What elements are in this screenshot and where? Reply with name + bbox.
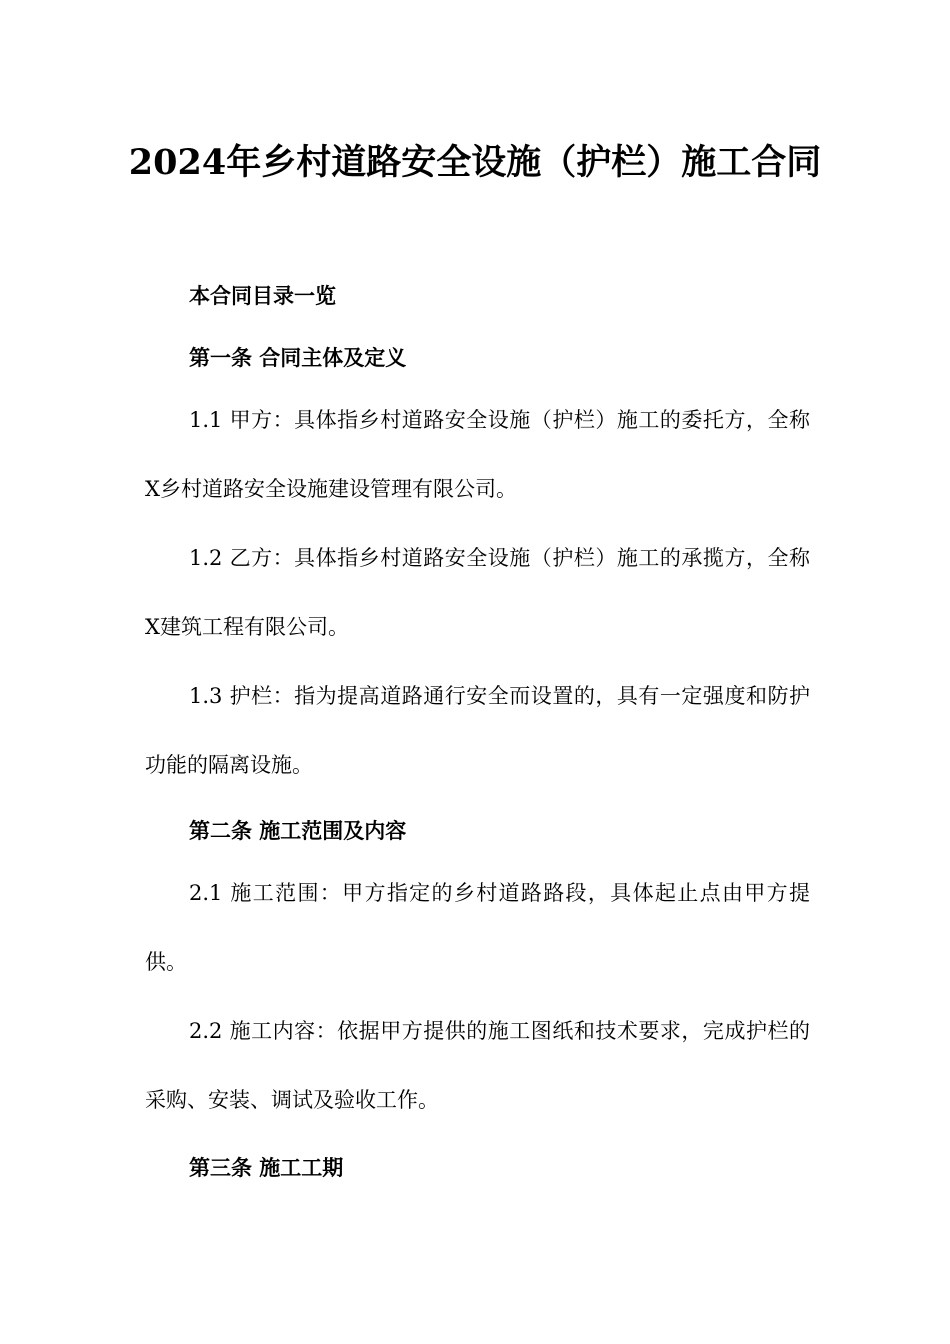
clause-1-1: 1.1 甲方：具体指乡村道路安全设施（护栏）施工的委托方，全称X乡村道路安全设施建设管理有限公司。 (145, 408, 810, 501)
toc-heading: 本合同目录一览 (189, 284, 336, 308)
clause-2-1: 2.1 施工范围：甲方指定的乡村道路路段，具体起止点由甲方提供。 (145, 881, 810, 974)
section-heading-3: 第三条 施工工期 (189, 1156, 344, 1180)
section-heading-2: 第二条 施工范围及内容 (189, 819, 407, 843)
clause-1-3: 1.3 护栏：指为提高道路通行安全而设置的，具有一定强度和防护功能的隔离设施。 (145, 684, 810, 777)
clause-2-2: 2.2 施工内容：依据甲方提供的施工图纸和技术要求，完成护栏的采购、安装、调试及验收工作。 (145, 1019, 810, 1112)
section-heading-1: 第一条 合同主体及定义 (189, 346, 407, 370)
document-title: 2024年乡村道路安全设施（护栏）施工合同 (128, 142, 822, 183)
clause-1-2: 1.2 乙方：具体指乡村道路安全设施（护栏）施工的承揽方，全称X建筑工程有限公司。 (145, 546, 810, 639)
